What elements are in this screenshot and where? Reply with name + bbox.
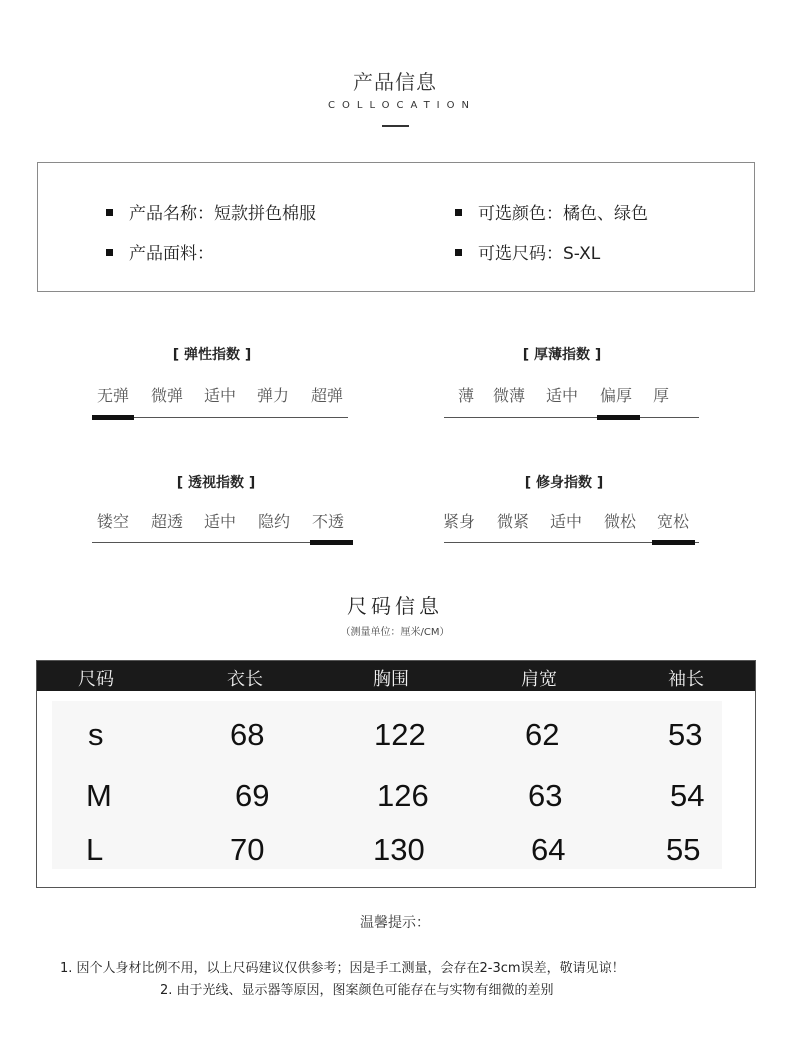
page-title: 产品信息 [353, 70, 437, 94]
product-name: 产品名称：短款拼色棉服 [129, 204, 316, 224]
table-cell: 122 [374, 717, 426, 752]
size-table-body [52, 701, 722, 869]
bullet-icon [106, 209, 113, 216]
table-cell: 55 [666, 832, 701, 867]
table-cell: M [86, 778, 112, 813]
fit-option: 宽松 [657, 512, 690, 531]
header-sleeve: 袖长 [668, 669, 704, 690]
header-size: 尺码 [78, 669, 114, 690]
transparency-option: 隐约 [258, 512, 291, 531]
elasticity-option: 弹力 [257, 386, 290, 405]
table-cell: 70 [230, 832, 265, 867]
size-section-title: 尺码信息 [347, 594, 443, 618]
transparency-selected-marker [310, 540, 353, 545]
elasticity-option: 适中 [204, 386, 237, 405]
fit-selected-marker [652, 540, 695, 545]
fit-index-title: [ 修身指数 ] [524, 475, 604, 491]
table-cell: 53 [668, 717, 703, 752]
elasticity-option: 微弹 [151, 386, 184, 405]
title-divider [382, 125, 409, 127]
table-cell: L [86, 832, 104, 867]
thickness-selected-marker [597, 415, 640, 420]
table-cell: 126 [377, 778, 429, 813]
transparency-index-title: [ 透视指数 ] [176, 475, 256, 491]
table-cell: 64 [531, 832, 566, 867]
tip-line-2: 2. 由于光线、显示器等原因，图案颜色可能存在与实物有细微的差别 [160, 983, 554, 998]
table-cell: 62 [525, 717, 560, 752]
tip-line-1: 1. 因个人身材比例不用，以上尺码建议仅供参考；因是手工测量，会存在2-3cm误差，敬请见谅！ [60, 961, 625, 976]
bullet-icon [455, 249, 462, 256]
table-cell: 69 [235, 778, 270, 813]
transparency-option: 不透 [312, 512, 345, 531]
elasticity-option: 超弹 [311, 386, 344, 405]
table-cell: 54 [670, 778, 705, 813]
thickness-option: 薄 [458, 386, 475, 405]
tips-title: 温馨提示： [360, 915, 430, 931]
thickness-scale-line [444, 417, 699, 418]
product-fabric-item [106, 239, 214, 264]
header-length: 衣长 [227, 669, 263, 690]
product-colors-item [455, 199, 648, 224]
header-shoulder: 肩宽 [521, 669, 557, 690]
product-name-item [106, 199, 316, 224]
size-table [36, 660, 756, 888]
table-cell: 63 [528, 778, 563, 813]
transparency-option: 镂空 [97, 512, 130, 531]
product-sizes-item [455, 239, 600, 264]
product-sizes: 可选尺码：S-XL [478, 244, 601, 264]
table-cell: s [88, 717, 104, 752]
transparency-option: 适中 [204, 512, 237, 531]
fit-option: 微紧 [497, 512, 530, 531]
thickness-option: 适中 [546, 386, 579, 405]
size-table-header [37, 661, 755, 691]
elasticity-index-title: [ 弹性指数 ] [172, 347, 252, 363]
fit-option: 紧身 [443, 512, 476, 531]
thickness-option: 厚 [653, 386, 670, 405]
elasticity-option: 无弹 [97, 386, 130, 405]
transparency-option: 超透 [151, 512, 184, 531]
table-cell: 68 [230, 717, 265, 752]
table-cell: 130 [373, 832, 425, 867]
fit-option: 适中 [550, 512, 583, 531]
size-section-unit: （测量单位：厘米/CM） [340, 627, 450, 638]
fit-option: 微松 [604, 512, 637, 531]
header-chest: 胸围 [373, 669, 409, 690]
product-colors: 可选颜色：橘色、绿色 [478, 204, 648, 224]
bullet-icon [106, 249, 113, 256]
thickness-option: 微薄 [493, 386, 526, 405]
page-subtitle: COLLOCATION [328, 100, 476, 111]
elasticity-selected-marker [92, 415, 134, 420]
product-info-box [37, 162, 755, 292]
product-fabric: 产品面料： [129, 244, 214, 264]
bullet-icon [455, 209, 462, 216]
thickness-index-title: [ 厚薄指数 ] [522, 347, 602, 363]
thickness-option: 偏厚 [600, 386, 633, 405]
